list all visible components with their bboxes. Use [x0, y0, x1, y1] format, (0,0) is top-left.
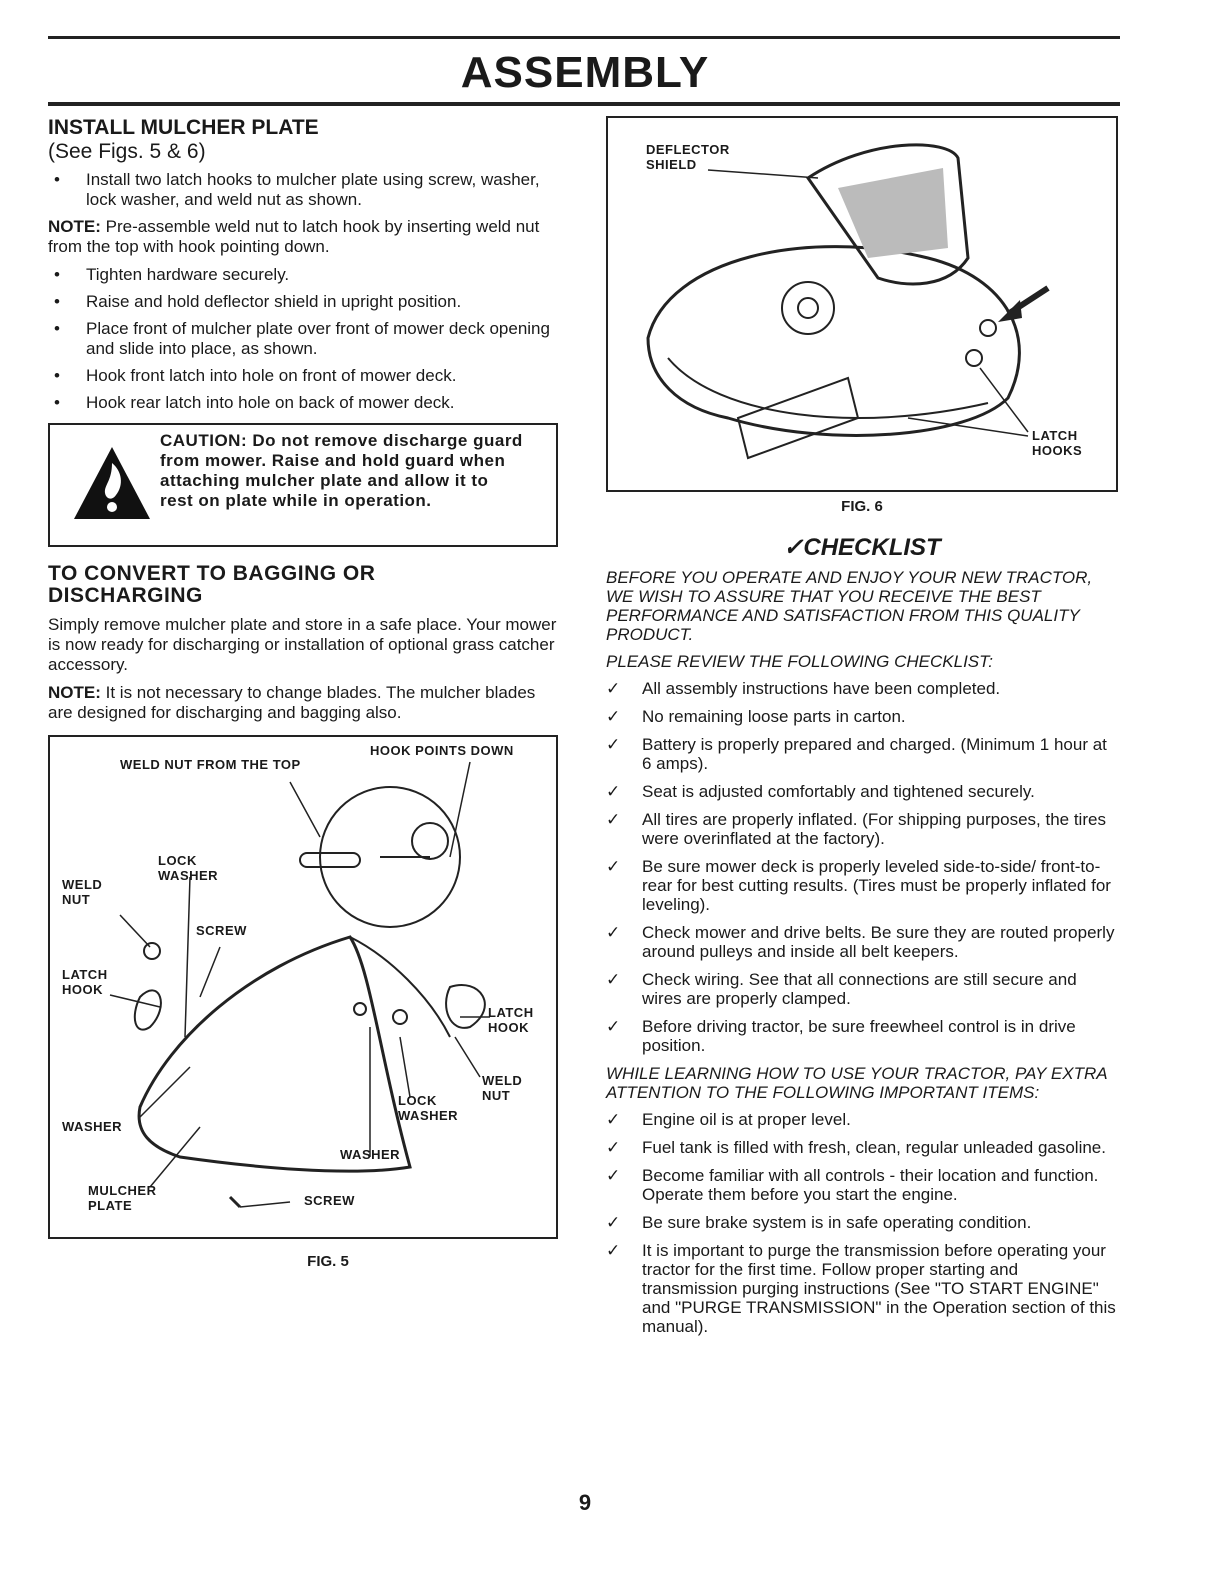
top-rule: [48, 36, 1120, 39]
warning-icon: [72, 445, 152, 521]
checklist-review: PLEASE REVIEW THE FOLLOWING CHECKLIST:: [606, 652, 993, 671]
label-latch-hook-left: LATCH HOOK: [62, 967, 108, 997]
bullet-item: • Place front of mulcher plate over front of mower deck opening and slide into place, as shown.: [54, 319, 550, 358]
fig6-caption: FIG. 6: [841, 498, 883, 515]
caution-box: [48, 423, 558, 547]
mulcher-plate-diagram: [50, 737, 556, 1233]
label-washer-left: WASHER: [62, 1119, 123, 1134]
convert-paragraph: Simply remove mulcher plate and store in a safe place. Your mower is now ready for discharging or installation of optional grass catcher accessory.: [48, 615, 557, 674]
checklist-item: ✓ Engine oil is at proper level.: [606, 1110, 851, 1129]
checklist-item: ✓ All assembly instructions have been completed.: [606, 679, 1001, 698]
checklist-item: ✓ Check mower and drive belts. Be sure they are routed properly around pulleys and inside all belt keepers.: [606, 923, 1115, 961]
checklist-item: ✓ All tires are properly inflated. (For shipping purposes, the tires were overinflated at the factory).: [606, 810, 1106, 848]
label-hook-points-down: HOOK POINTS DOWN: [370, 743, 514, 758]
caution-text: CAUTION: Do not remove discharge guard from mower. Raise and hold guard when attaching mulcher plate and allow it to rest on plate while in operation.: [160, 431, 523, 510]
label-weld-nut-top: WELD NUT FROM THE TOP: [120, 757, 301, 772]
checklist-heading: ✓CHECKLIST: [783, 534, 941, 561]
label-mulcher-plate: MULCHER PLATE: [88, 1183, 157, 1213]
label-deflector-shield: DEFLECTOR SHIELD: [646, 142, 730, 172]
checklist-item: ✓ It is important to purge the transmission before operating your tractor for the first time. Follow proper starting and transmission purging instructions (See "TO START ENGINE" and "PURGE TRANSMISSION" in the Operation section of this manual).: [606, 1241, 1116, 1336]
convert-heading: TO CONVERT TO BAGGING OR DISCHARGING: [48, 562, 376, 607]
label-weld-nut-left: WELD NUT: [62, 877, 103, 907]
figure-5: [48, 735, 558, 1239]
checklist-item: ✓ Be sure brake system is in safe operating condition.: [606, 1213, 1032, 1232]
figure-6: [606, 116, 1118, 492]
checklist-item: ✓ Before driving tractor, be sure freewheel control is in drive position.: [606, 1017, 1076, 1055]
label-lock-washer-right: LOCK WASHER: [398, 1093, 459, 1123]
label-screw-top: SCREW: [196, 923, 247, 938]
right-column: [606, 116, 1118, 1345]
checklist-item: ✓ Seat is adjusted comfortably and tightened securely.: [606, 782, 1035, 801]
title-rule: [48, 102, 1120, 106]
label-screw-bottom: SCREW: [304, 1193, 355, 1208]
mulcher-subheading: (See Figs. 5 & 6): [48, 140, 206, 163]
label-latch-hook-right: LATCH HOOK: [488, 1005, 534, 1035]
mulcher-heading: INSTALL MULCHER PLATE: [48, 116, 319, 139]
checklist-item: ✓ Check wiring. See that all connections are still secure and wires are properly clamped.: [606, 970, 1077, 1008]
checklist-item: ✓ Battery is properly prepared and charged. (Minimum 1 hour at 6 amps).: [606, 735, 1107, 773]
checklist-item: ✓ No remaining loose parts in carton.: [606, 707, 906, 726]
page-title: ASSEMBLY: [460, 48, 710, 97]
checklist-item: ✓ Become familiar with all controls - their location and function. Operate them before you start the engine.: [606, 1166, 1099, 1204]
bullet-item: • Raise and hold deflector shield in upright position.: [54, 292, 462, 311]
page-number: 9: [578, 1490, 592, 1515]
left-column: [48, 116, 558, 1270]
while-learning: WHILE LEARNING HOW TO USE YOUR TRACTOR, PAY EXTRA ATTENTION TO THE FOLLOWING IMPORTANT ITEMS:: [606, 1064, 1107, 1102]
checklist-intro: BEFORE YOU OPERATE AND ENJOY YOUR NEW TRACTOR, WE WISH TO ASSURE THAT YOU RECEIVE THE BEST PERFORMANCE AND SATISFACTION FROM THIS QUALITY PRODUCT.: [606, 568, 1093, 644]
bullet-item: • Install two latch hooks to mulcher plate using screw, washer, lock washer, and weld nut as shown.: [54, 170, 540, 209]
bullet-item: • Tighten hardware securely.: [54, 265, 290, 284]
checklist-item: ✓ Fuel tank is filled with fresh, clean, regular unleaded gasoline.: [606, 1138, 1106, 1157]
bullet-item: • Hook front latch into hole on front of mower deck.: [54, 366, 457, 385]
fig5-caption: FIG. 5: [307, 1253, 349, 1270]
convert-note: NOTE: It is not necessary to change blades. The mulcher blades are designed for discharging and bagging also.: [48, 683, 536, 722]
note-paragraph: NOTE: Pre-assemble weld nut to latch hook by inserting weld nut from the top with hook pointing down.: [48, 217, 540, 256]
bullet-item: • Hook rear latch into hole on back of mower deck.: [54, 393, 455, 412]
checklist-item: ✓ Be sure mower deck is properly leveled side-to-side/ front-to-rear for best cutting results. (Tires must be properly inflated for leveling).: [606, 857, 1111, 914]
label-washer-bottom: WASHER: [340, 1147, 401, 1162]
label-weld-nut-right: WELD NUT: [482, 1073, 523, 1103]
label-latch-hooks: LATCH HOOKS: [1032, 428, 1083, 458]
label-lock-washer-left: LOCK WASHER: [158, 853, 219, 883]
